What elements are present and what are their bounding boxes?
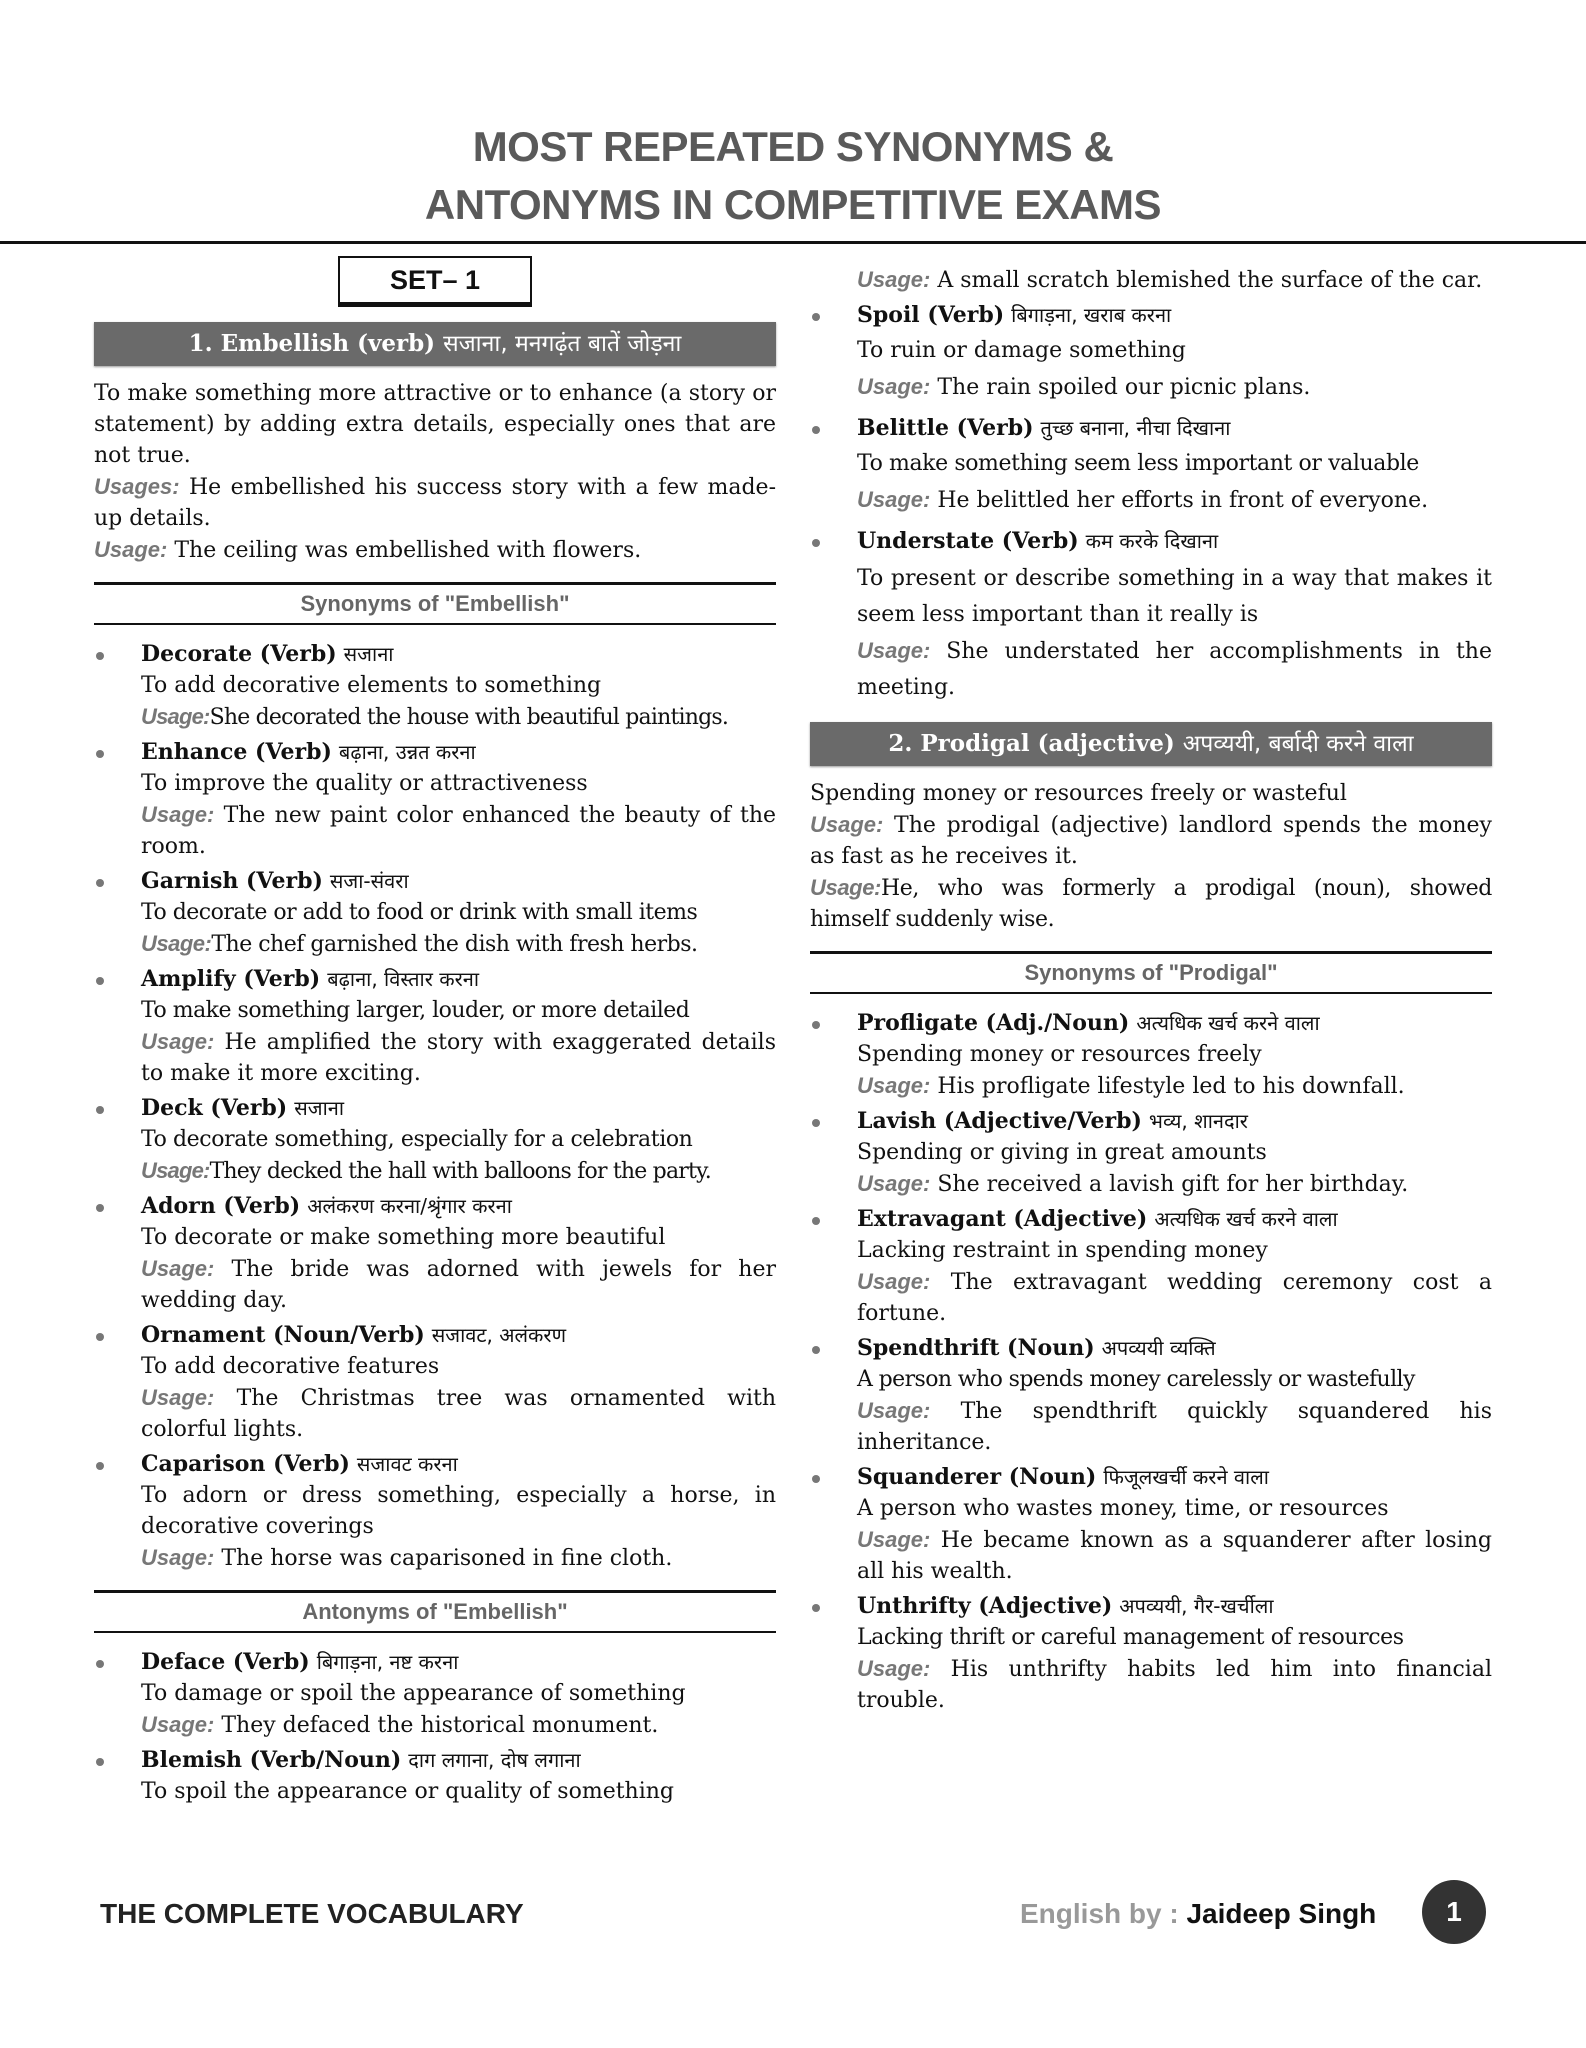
entry-word: Enhance (Verb) bbox=[141, 739, 332, 765]
entry-hindi: सजाना bbox=[343, 642, 394, 666]
bullet-icon bbox=[96, 1758, 104, 1766]
word-usage bbox=[94, 534, 776, 566]
antonym-list bbox=[94, 1647, 776, 1807]
bullet-icon bbox=[96, 652, 104, 660]
bullet-icon bbox=[812, 1021, 820, 1029]
entry-usage: He became known as a squanderer after losing all his wealth. bbox=[857, 1528, 1493, 1584]
synonym-list bbox=[810, 1008, 1492, 1716]
usage-label: Usage: bbox=[141, 1256, 215, 1281]
bullet-icon bbox=[812, 1346, 820, 1354]
entry-usage: She decorated the house with beautiful paintings. bbox=[209, 705, 729, 730]
word-usage bbox=[94, 471, 776, 534]
author-name: Jaideep Singh bbox=[1186, 1898, 1377, 1929]
usage-label: Usage: bbox=[857, 487, 931, 512]
entry-definition: To present or describe something in a way that makes it seem less important than it really is bbox=[857, 566, 1492, 627]
entry-hindi: अपव्ययी व्यक्ति bbox=[1101, 1336, 1216, 1360]
usage-label: Usage: bbox=[141, 1158, 210, 1183]
entry-usage: His unthrifty habits led him into financial trouble. bbox=[857, 1657, 1492, 1713]
set-label: SET– 1 bbox=[338, 256, 532, 304]
entry-hindi: बिगाड़ना, नष्ट करना bbox=[316, 1650, 459, 1674]
entry-word: Squanderer (Noun) bbox=[857, 1464, 1097, 1490]
author-credit bbox=[1020, 1898, 1376, 1930]
word-heading-english: 2. Prodigal (adjective) bbox=[888, 730, 1175, 757]
title-divider bbox=[0, 241, 1586, 244]
entry-definition: To improve the quality or attractiveness bbox=[141, 771, 588, 796]
word-heading-embellish bbox=[94, 322, 776, 366]
entry-usage: She understated her accomplishments in the meeting. bbox=[857, 639, 1492, 700]
usage-label: Usage: bbox=[857, 267, 931, 292]
usage-label: Usage: bbox=[857, 1269, 931, 1294]
antonym-list-continued bbox=[810, 300, 1492, 706]
entry-definition: To add decorative elements to something bbox=[141, 673, 602, 698]
entry-definition: To decorate or add to food or drink with small items bbox=[141, 900, 698, 925]
word-heading-prodigal bbox=[810, 722, 1492, 766]
entry-word: Unthrifty (Adjective) bbox=[857, 1593, 1113, 1619]
entry-hindi: सजावट करना bbox=[356, 1452, 458, 1476]
usage-label: Usage: bbox=[857, 1656, 931, 1681]
entry-word: Decorate (Verb) bbox=[141, 641, 337, 667]
list-item bbox=[94, 1449, 776, 1574]
antonyms-heading: Antonyms of "Embellish" bbox=[94, 1590, 776, 1633]
bullet-icon bbox=[96, 750, 104, 758]
usage-label: Usage: bbox=[810, 812, 884, 837]
entry-definition: To adorn or dress something, especially a horse, in decorative coverings bbox=[141, 1483, 776, 1539]
usage-label: Usage: bbox=[141, 1545, 215, 1570]
entry-word: Caparison (Verb) bbox=[141, 1451, 350, 1477]
entry-word: Adorn (Verb) bbox=[141, 1193, 301, 1219]
entry-word: Understate (Verb) bbox=[857, 528, 1079, 554]
usage-text: The prodigal (adjective) landlord spends the money as fast as he receives it. bbox=[810, 813, 1492, 869]
usage-text: The ceiling was embellished with flowers. bbox=[174, 538, 642, 563]
bullet-icon bbox=[96, 1333, 104, 1341]
word-heading-hindi: सजाना, मनगढ़ंत बातें जोड़ना bbox=[443, 331, 682, 357]
entry-word: Profligate (Adj./Noun) bbox=[857, 1010, 1130, 1036]
entry-usage: They decked the hall with balloons for the party. bbox=[209, 1159, 711, 1184]
page-number: 1 bbox=[1422, 1880, 1486, 1944]
entry-definition: Lacking thrift or careful management of resources bbox=[857, 1625, 1404, 1650]
synonyms-heading: Synonyms of "Embellish" bbox=[94, 582, 776, 625]
title-line-2: ANTONYMS IN COMPETITIVE EXAMS bbox=[424, 181, 1162, 228]
entry-hindi: बढ़ाना, उन्नत करना bbox=[338, 740, 476, 764]
author-by-label: English by : bbox=[1020, 1898, 1179, 1929]
entry-usage: His profligate lifestyle led to his downfall. bbox=[937, 1074, 1405, 1099]
entry-definition: To make something larger, louder, or more detailed bbox=[141, 998, 690, 1023]
bullet-icon bbox=[812, 1604, 820, 1612]
entry-definition: To damage or spoil the appearance of something bbox=[141, 1681, 686, 1706]
entry-usage: The horse was caparisoned in fine cloth. bbox=[221, 1546, 673, 1571]
list-item bbox=[810, 1591, 1492, 1716]
usage-label: Usage: bbox=[857, 1527, 931, 1552]
page-title bbox=[0, 118, 1586, 234]
entry-usage: He belittled her efforts in front of everyone. bbox=[937, 488, 1429, 513]
word-heading-english: 1. Embellish (verb) bbox=[188, 330, 436, 357]
entry-usage: The extravagant wedding ceremony cost a fortune. bbox=[857, 1270, 1492, 1326]
entry-word: Spoil (Verb) bbox=[857, 302, 1005, 328]
entry-usage: The bride was adorned with jewels for her wedding day. bbox=[141, 1257, 776, 1313]
list-item bbox=[94, 1320, 776, 1445]
bullet-icon bbox=[96, 977, 104, 985]
entry-hindi: अपव्ययी, गैर-खर्चीला bbox=[1119, 1594, 1274, 1618]
list-item bbox=[94, 1745, 776, 1807]
entry-definition: To add decorative features bbox=[141, 1354, 440, 1379]
entry-usage: A small scratch blemished the surface of the car. bbox=[937, 268, 1483, 293]
list-item bbox=[810, 1204, 1492, 1329]
entry-usage: The chef garnished the dish with fresh herbs. bbox=[211, 932, 698, 957]
entry-word: Lavish (Adjective/Verb) bbox=[857, 1108, 1142, 1134]
list-item bbox=[94, 737, 776, 862]
entry-definition: To spoil the appearance or quality of something bbox=[141, 1779, 675, 1804]
entry-definition: To make something seem less important or valuable bbox=[857, 451, 1419, 476]
entry-usage: She received a lavish gift for her birthday. bbox=[937, 1172, 1409, 1197]
entry-definition: Lacking restraint in spending money bbox=[857, 1238, 1268, 1263]
list-item bbox=[94, 866, 776, 960]
entry-hindi: बिगाड़ना, खराब करना bbox=[1011, 303, 1172, 327]
entry-usage: The spendthrift quickly squandered his inheritance. bbox=[857, 1399, 1492, 1455]
usage-label: Usage: bbox=[141, 931, 212, 956]
usage-text: He embellished his success story with a few made-up details. bbox=[94, 475, 777, 531]
list-item bbox=[94, 1191, 776, 1316]
list-item bbox=[810, 413, 1492, 516]
usage-label: Usage: bbox=[857, 1171, 931, 1196]
entry-word: Deface (Verb) bbox=[141, 1649, 310, 1675]
entry-hindi: सजा-संवरा bbox=[329, 869, 409, 893]
entry-word: Blemish (Verb/Noun) bbox=[141, 1747, 402, 1773]
bullet-icon bbox=[96, 879, 104, 887]
bullet-icon bbox=[812, 426, 820, 434]
usage-label: Usage: bbox=[857, 1398, 931, 1423]
bullet-icon bbox=[96, 1462, 104, 1470]
usage-label: Usage: bbox=[810, 875, 881, 900]
bullet-icon bbox=[96, 1660, 104, 1668]
entry-usage: He amplified the story with exaggerated details to make it more exciting. bbox=[141, 1030, 777, 1086]
usage-label: Usage: bbox=[141, 1712, 215, 1737]
usage-label: Usage: bbox=[141, 1029, 215, 1054]
book-title: THE COMPLETE VOCABULARY bbox=[100, 1898, 524, 1929]
word-definition: Spending money or resources freely or wasteful bbox=[810, 781, 1347, 806]
word-usage bbox=[810, 872, 1492, 935]
entry-definition: A person who wastes money, time, or resources bbox=[857, 1496, 1389, 1521]
entry-hindi: अलंकरण करना/श्रृंगार करना bbox=[307, 1194, 512, 1218]
synonym-list bbox=[94, 639, 776, 1574]
entry-word: Deck (Verb) bbox=[141, 1095, 288, 1121]
entry-definition: To ruin or damage something bbox=[857, 338, 1186, 363]
bullet-icon bbox=[812, 539, 820, 547]
entry-definition: Spending or giving in great amounts bbox=[857, 1140, 1267, 1165]
usage-label: Usage: bbox=[94, 537, 168, 562]
usage-label: Usage: bbox=[857, 1073, 931, 1098]
list-item bbox=[810, 1106, 1492, 1200]
list-item bbox=[810, 300, 1492, 403]
list-item bbox=[810, 1008, 1492, 1102]
entry-word: Ornament (Noun/Verb) bbox=[141, 1322, 425, 1348]
bullet-icon bbox=[812, 313, 820, 321]
entry-hindi: तुच्छ बनाना, नीचा दिखाना bbox=[1040, 416, 1231, 440]
entry-definition: To decorate something, especially for a celebration bbox=[141, 1127, 693, 1152]
entry-hindi: दाग लगाना, दोष लगाना bbox=[408, 1748, 581, 1772]
entry-hindi: अत्यधिक खर्च करने वाला bbox=[1136, 1011, 1320, 1035]
entry-definition: A person who spends money carelessly or wastefully bbox=[857, 1367, 1415, 1392]
list-item bbox=[94, 639, 776, 733]
word-definition: To make something more attractive or to enhance (a story or statement) by adding extra details, especially ones that are not true. bbox=[94, 381, 776, 468]
usage-label: Usage: bbox=[141, 802, 215, 827]
word-usage bbox=[810, 809, 1492, 872]
entry-word: Garnish (Verb) bbox=[141, 868, 323, 894]
entry-hindi: भव्य, शानदार bbox=[1148, 1109, 1248, 1133]
entry-definition: Spending money or resources freely bbox=[857, 1042, 1262, 1067]
entry-usage: The rain spoiled our picnic plans. bbox=[937, 375, 1311, 400]
usage-label: Usage: bbox=[141, 704, 210, 729]
entry-hindi: कम करके दिखाना bbox=[1085, 529, 1219, 553]
usage-label: Usage: bbox=[857, 374, 931, 399]
entry-usage: The new paint color enhanced the beauty of the room. bbox=[141, 803, 777, 859]
entry-word: Spendthrift (Noun) bbox=[857, 1335, 1095, 1361]
list-item bbox=[810, 1462, 1492, 1587]
entry-hindi: सजावट, अलंकरण bbox=[431, 1323, 567, 1347]
list-item bbox=[94, 1093, 776, 1187]
entry-hindi: अत्यधिक खर्च करने वाला bbox=[1154, 1207, 1338, 1231]
entry-hindi: सजाना bbox=[294, 1096, 345, 1120]
list-item bbox=[94, 1647, 776, 1741]
synonyms-heading: Synonyms of "Prodigal" bbox=[810, 951, 1492, 994]
entry-hindi: फिजूलखर्ची करने वाला bbox=[1103, 1465, 1269, 1489]
right-column bbox=[810, 256, 1492, 1720]
bullet-icon bbox=[812, 1119, 820, 1127]
left-column bbox=[94, 256, 776, 1811]
bullet-icon bbox=[812, 1217, 820, 1225]
entry-word: Belittle (Verb) bbox=[857, 415, 1034, 441]
entry-usage: The Christmas tree was ornamented with colorful lights. bbox=[141, 1386, 776, 1442]
bullet-icon bbox=[96, 1204, 104, 1212]
list-item bbox=[810, 526, 1492, 706]
bullet-icon bbox=[812, 1475, 820, 1483]
bullet-icon bbox=[96, 1106, 104, 1114]
usage-label: Usages: bbox=[94, 474, 180, 499]
title-line-1: MOST REPEATED SYNONYMS & bbox=[472, 123, 1114, 170]
word-heading-hindi: अपव्ययी, बर्बादी करने वाला bbox=[1182, 731, 1414, 757]
entry-usage: They defaced the historical monument. bbox=[221, 1713, 659, 1738]
usage-label: Usage: bbox=[141, 1385, 215, 1410]
usage-label: Usage: bbox=[857, 638, 931, 663]
entry-hindi: बढ़ाना, विस्तार करना bbox=[327, 967, 480, 991]
list-item bbox=[810, 1333, 1492, 1458]
list-item bbox=[94, 964, 776, 1089]
usage-text: He, who was formerly a prodigal (noun), showed himself suddenly wise. bbox=[810, 876, 1492, 932]
entry-word: Amplify (Verb) bbox=[141, 966, 321, 992]
entry-definition: To decorate or make something more beautiful bbox=[141, 1225, 666, 1250]
entry-word: Extravagant (Adjective) bbox=[857, 1206, 1148, 1232]
